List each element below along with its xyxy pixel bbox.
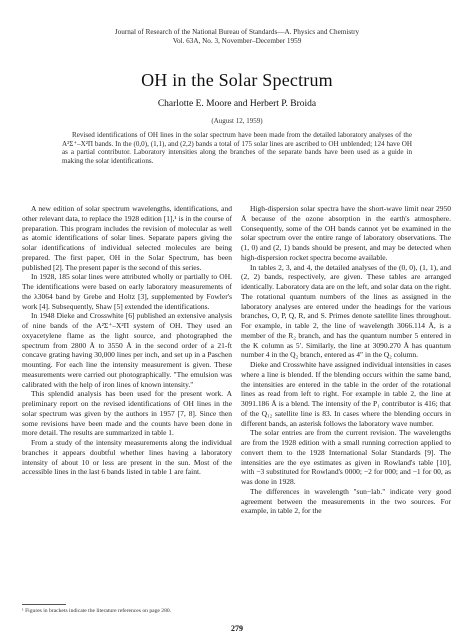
paragraph: In 1948 Dieke and Crosswhite [6] published an extensive analysis of nine bands of the A²Σ⁺–X²Π system of OH. They used an oxyacetylene flame as the light source, and photographed the spectrum from 2800 Å to 3550 Å in the second order of a 21-ft concave grating having 30,000 lines per inch, and set up in a Paschen mounting. For each line the intensity measurement is given. These measurements were carried out photographically. "The emulsion was calibrated with the help of iron lines of known intensity." [22,311,232,389]
footnote: ¹ Figures in brackets indicate the literature references on page 280. [22,608,172,614]
footnote-divider [22,604,66,605]
journal-line-1: Journal of Research of the National Bureau of Standards—A. Physics and Chemistry [114,28,360,36]
abstract: Revised identifications of OH lines in the solar spectrum have been made from the detailed laboratory analyses of the A²Σ⁺–X²Π bands. In the (0,0), (1,1), and (2,2) bands a total of 175 solar lines are ascribed to OH unblended; 124 have OH as a partial contributor. Laboratory intensities along the branches of the separate bands have been used as a guide in making the solar identifications. [62,131,412,165]
paragraph: In 1928, 185 solar lines were attributed wholly or partially to OH. The identifications were based on early laboratory measurements of the λ3064 band by Grebe and Holtz [3], supplemented by Fowler's work [4]. Subsequently, Shaw [5] extended the identifications. [22,272,232,311]
received-date: (August 12, 1959) [211,117,263,125]
paper-authors: Charlotte E. Moore and Herbert P. Broida [157,99,317,109]
paper-title: OH in the Solar Spectrum [141,70,333,90]
paragraph: From a study of the intensity measurements along the individual branches it appears doubtful whether lines having a laboratory intensity of about 10 or less are present in the sun. Most of the accessible lines in the last 6 bands listed in table 1 are faint. [22,438,232,477]
paragraph: High-dispersion solar spectra have the short-wave limit near 2950 Å because of the ozone absorption in the earth's atmosphere. Consequently, some of the OH bands cannot yet be examined in the solar spectrum over the entire range of laboratory observations. The (1, 0) and (2, 1) bands should be present, and may be detected when high-dispersion rocket spectra become available. [241,204,451,262]
paragraph: Dieke and Crosswhite have assigned individual intensities in cases where a line is blended. If the blending occurs within the same band, the intensities are entered in the table in the order of the rotational lines as read from left to right. For example in table 2, the line at 3091.186 Å is a blend. The intensity of the P₁ contributor is 416; that of the Q₁₂ satellite line is 83. In cases where the blending occurs in different bands, an asterisk follows the laboratory wave number. [241,360,451,428]
paragraph: The differences in wavelength "sun−lab." indicate very good agreement between the measurements in the two sources. For example, in table 2, for the [241,486,451,516]
journal-line-2: Vol. 63A, No. 3, November–December 1959 [172,37,302,46]
paragraph: In tables 2, 3, and 4, the detailed analyses of the (0, 0), (1, 1), and (2, 2) bands, respectively, are given. These tables are arranged identically. Laboratory data are on the left, and solar data on the right. The rotational quantum numbers of the lines as assigned in the laboratory analyses are entered under the headings for the various branches, O, P, Q, R, and S. Primes denote satellite lines throughout. For example, in table 2, the line of wavelength 3066.114 Å, is a member of the R₂ branch, and has the quantum number 5 entered in the K column as 5′. Similarly, the line at 3090.270 Å has quantum number 4 in the Q₂ branch, entered as 4″ in the Q₂ column. [241,262,451,360]
paragraph: This splendid analysis has been used for the present work. A preliminary report on the revised identifications of OH lines in the solar spectrum was given by the authors in 1957 [7, 8]. Since then some revisions have been made and the counts have been done in more detail. The results are summarized in table 1. [22,389,232,438]
page-number: 279 [231,624,243,633]
right-column [241,204,451,516]
paragraph: The solar entries are from the current revision. The wavelengths are from the 1928 edition with a small running correction applied to convert them to the 1928 International Solar Standards [9]. The intensities are the eye estimates as given in Rowland's table [10], with −3 substituted for Rowland's 0000; −2 for 000; and −1 for 00, as was done in 1928. [241,428,451,486]
left-column [22,204,232,477]
journal-header [0,28,474,47]
paragraph: A new edition of solar spectrum wavelengths, identifications, and other relevant data, to replace the 1928 edition [1],¹ is in the course of preparation. This program includes the revision of molecular as well as atomic identifications of solar lines. Separate papers giving the solar identifications of individual selected molecules are being prepared. The first paper, OH in the Solar Spectrum, has been published [2]. The present paper is the second of this series. [22,204,232,272]
